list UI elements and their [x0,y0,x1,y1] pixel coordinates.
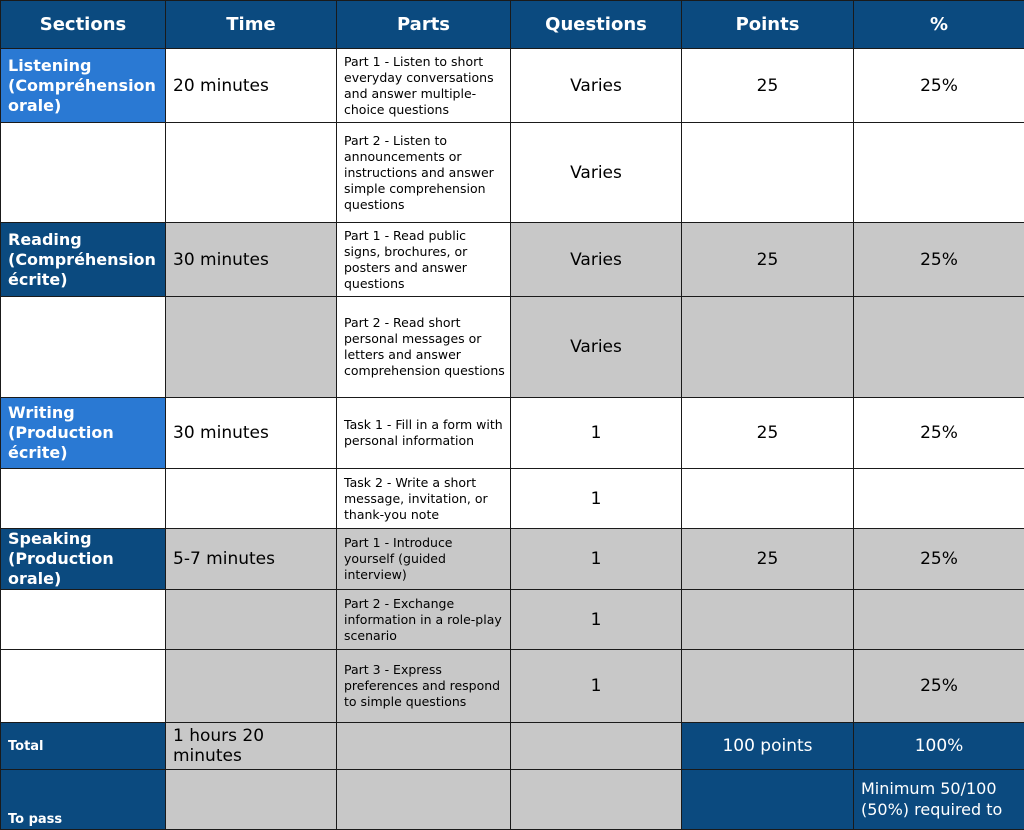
part-cell: Part 2 - Read short personal messages or letters and answer comprehension questions [337,297,511,398]
table-row [1,123,1024,223]
part-cell: Task 2 - Write a short message, invitation, or thank-you note [337,469,511,529]
time-cell: 30 minutes [166,223,337,297]
to-pass-parts-empty [337,770,511,830]
section-speaking: Speaking (Production orale) [1,529,166,590]
header-questions: Questions [511,1,682,49]
to-pass-row [1,770,1024,830]
questions-cell: 1 [511,469,682,529]
header-percent: % [854,1,1024,49]
percent-cell: 25% [854,223,1024,297]
percent-cell: 25% [854,529,1024,590]
questions-cell: 1 [511,650,682,723]
percent-cell: 25% [854,650,1024,723]
total-questions-empty [511,723,682,770]
table-row [1,398,1024,469]
to-pass-time-empty [166,770,337,830]
questions-cell: Varies [511,49,682,123]
table-row [1,297,1024,398]
points-cell [682,123,854,223]
table-row [1,469,1024,529]
time-cell [166,590,337,650]
percent-cell: 25% [854,49,1024,123]
total-row [1,723,1024,770]
questions-cell: Varies [511,297,682,398]
table-row [1,529,1024,590]
points-cell [682,297,854,398]
total-time: 1 hours 20 minutes [166,723,337,770]
total-percent: 100% [854,723,1024,770]
section-reading: Reading (Compréhension écrite) [1,223,166,297]
section-writing: Writing (Production écrite) [1,398,166,469]
percent-cell [854,590,1024,650]
section-cell-empty [1,123,166,223]
header-parts: Parts [337,1,511,49]
header-points: Points [682,1,854,49]
table-row [1,223,1024,297]
part-cell: Part 1 - Introduce yourself (guided interview) [337,529,511,590]
questions-cell: 1 [511,590,682,650]
section-cell-empty [1,297,166,398]
points-cell: 25 [682,529,854,590]
section-cell-empty [1,469,166,529]
section-cell-empty [1,650,166,723]
to-pass-questions-empty [511,770,682,830]
points-cell: 25 [682,398,854,469]
questions-cell: 1 [511,398,682,469]
points-cell: 25 [682,49,854,123]
table-row [1,49,1024,123]
time-cell: 5-7 minutes [166,529,337,590]
section-cell-empty [1,590,166,650]
to-pass-points-empty [682,770,854,830]
questions-cell: 1 [511,529,682,590]
percent-cell [854,469,1024,529]
points-cell [682,650,854,723]
points-cell [682,590,854,650]
table-row [1,650,1024,723]
points-cell [682,469,854,529]
questions-cell: Varies [511,123,682,223]
total-label: Total [1,723,166,770]
header-time: Time [166,1,337,49]
time-cell [166,297,337,398]
time-cell [166,123,337,223]
time-cell: 30 minutes [166,398,337,469]
table-row [1,590,1024,650]
section-listening: Listening (Compréhension orale) [1,49,166,123]
percent-cell [854,123,1024,223]
questions-cell: Varies [511,223,682,297]
part-cell: Task 1 - Fill in a form with personal information [337,398,511,469]
part-cell: Part 1 - Read public signs, brochures, or posters and answer questions [337,223,511,297]
part-cell: Part 2 - Exchange information in a role-play scenario [337,590,511,650]
header-row [1,1,1024,49]
header-sections: Sections [1,1,166,49]
total-points: 100 points [682,723,854,770]
to-pass-label: To pass [1,770,166,830]
time-cell [166,469,337,529]
part-cell: Part 2 - Listen to announcements or instructions and answer simple comprehension questions [337,123,511,223]
to-pass-requirement: Minimum 50/100 (50%) required to [854,770,1024,830]
percent-cell [854,297,1024,398]
points-cell: 25 [682,223,854,297]
time-cell [166,650,337,723]
part-cell: Part 3 - Express preferences and respond to simple questions [337,650,511,723]
total-parts-empty [337,723,511,770]
part-cell: Part 1 - Listen to short everyday conversations and answer multiple-choice questions [337,49,511,123]
time-cell: 20 minutes [166,49,337,123]
percent-cell: 25% [854,398,1024,469]
